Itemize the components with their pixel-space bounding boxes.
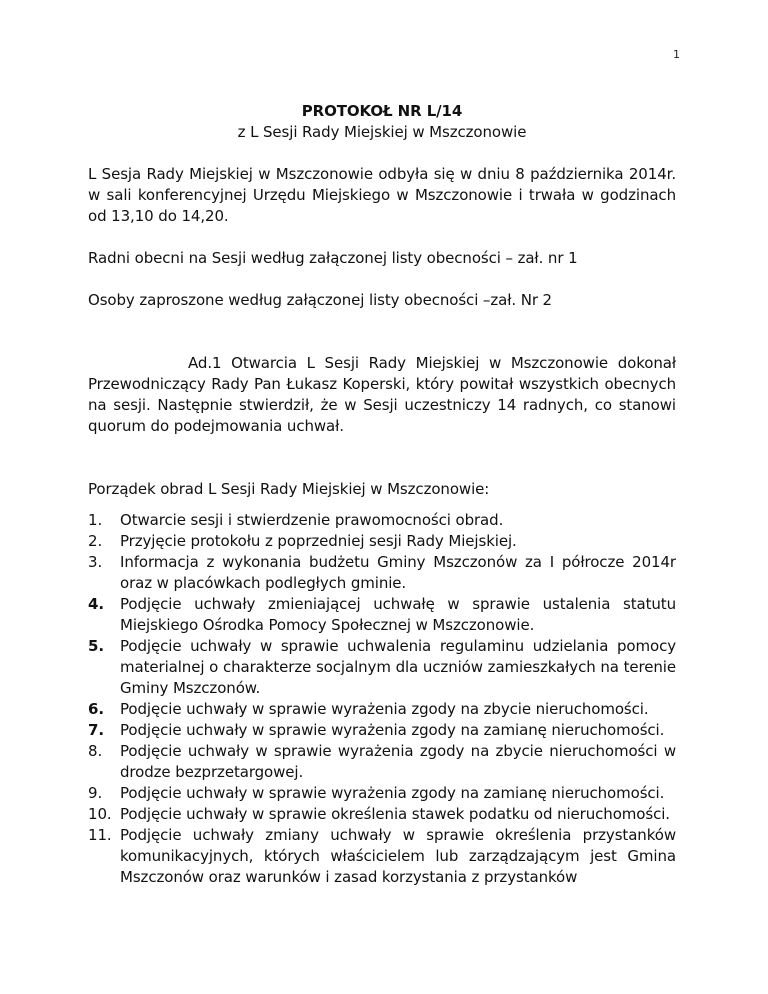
protocol-title: PROTOKOŁ NR L/14 <box>301 102 463 120</box>
agenda-item-number: 3. <box>88 553 103 571</box>
agenda-item-number: 4. <box>88 595 104 613</box>
agenda-list <box>88 510 676 888</box>
ad1-paragraph: Ad.1 Otwarcia L Sesji Rady Miejskiej w Mszczonowie dokonał Przewodniczący Rady Pan Łukasz Koperski, który powitał wszystkich obecnych na sesji. Następnie stwierdził, że w Sesji uczestniczy 14 radnych, co stanowi quorum do podejmowania uchwał. <box>88 354 676 435</box>
agenda-item <box>88 552 676 594</box>
agenda-item <box>88 720 676 741</box>
agenda-item-text: Informacja z wykonania budżetu Gminy Mszczonów za I półrocze 2014r oraz w placówkach podległych gminie. <box>120 553 676 592</box>
agenda-item-number: 5. <box>88 637 104 655</box>
agenda-item <box>88 510 676 531</box>
agenda-item <box>88 783 676 804</box>
agenda-item-text: Podjęcie uchwały w sprawie określenia stawek podatku od nieruchomości. <box>120 805 670 823</box>
agenda-item-text: Podjęcie uchwały w sprawie wyrażenia zgody na zbycie nieruchomości w drodze bezprzetargowej. <box>120 742 676 781</box>
protocol-subtitle: z L Sesji Rady Miejskiej w Mszczonowie <box>237 123 527 141</box>
agenda-item-number: 1. <box>88 511 103 529</box>
agenda-item-text: Podjęcie uchwały w sprawie wyrażenia zgody na zamianę nieruchomości. <box>120 721 665 739</box>
agenda-item-number: 6. <box>88 700 104 718</box>
agenda-item-number: 10. <box>88 805 112 823</box>
agenda-item-text: Podjęcie uchwały w sprawie wyrażenia zgody na zbycie nieruchomości. <box>120 700 649 718</box>
agenda-item-number: 9. <box>88 784 103 802</box>
attendance-paragraph: Radni obecni na Sesji według załączonej listy obecności – zał. nr 1 <box>88 249 578 267</box>
agenda-item <box>88 636 676 699</box>
agenda-item <box>88 594 676 636</box>
agenda-item-number: 2. <box>88 532 103 550</box>
guests-paragraph: Osoby zaproszone według załączonej listy obecności –zał. Nr 2 <box>88 291 552 309</box>
page-number: 1 <box>673 48 680 61</box>
agenda-item-text: Podjęcie uchwały w sprawie wyrażenia zgody na zamianę nieruchomości. <box>120 784 665 802</box>
agenda-item <box>88 531 676 552</box>
agenda-item <box>88 804 676 825</box>
agenda-heading: Porządek obrad L Sesji Rady Miejskiej w Mszczonowie: <box>88 480 490 498</box>
agenda-item-number: 8. <box>88 742 103 760</box>
agenda-item <box>88 825 676 888</box>
agenda-item-text: Podjęcie uchwały zmiany uchwały w sprawie określenia przystanków komunikacyjnych, których właścicielem lub zarządzającym jest Gmina Mszczonów oraz warunków i zasad korzystania z przystanków <box>120 826 676 886</box>
agenda-item <box>88 699 676 720</box>
agenda-item-text: Podjęcie uchwały zmieniającej uchwałę w sprawie ustalenia statutu Miejskiego Ośrodka Pomocy Społecznej w Mszczonowie. <box>120 595 676 634</box>
agenda-item-number: 11. <box>88 826 112 844</box>
agenda-item-text: Przyjęcie protokołu z poprzedniej sesji Rady Miejskiej. <box>120 532 517 550</box>
agenda-item <box>88 741 676 783</box>
document-content <box>88 101 676 888</box>
agenda-item-text: Podjęcie uchwały w sprawie uchwalenia regulaminu udzielania pomocy materialnej o charakterze socjalnym dla uczniów zamieszkałych na terenie Gminy Mszczonów. <box>120 637 676 697</box>
agenda-item-text: Otwarcie sesji i stwierdzenie prawomocności obrad. <box>120 511 504 529</box>
intro-paragraph: L Sesja Rady Miejskiej w Mszczonowie odbyła się w dniu 8 października 2014r. w sali konferencyjnej Urzędu Miejskiego w Mszczonowie i trwała w godzinach od 13,10 do 14,20. <box>88 165 676 225</box>
agenda-item-number: 7. <box>88 721 104 739</box>
